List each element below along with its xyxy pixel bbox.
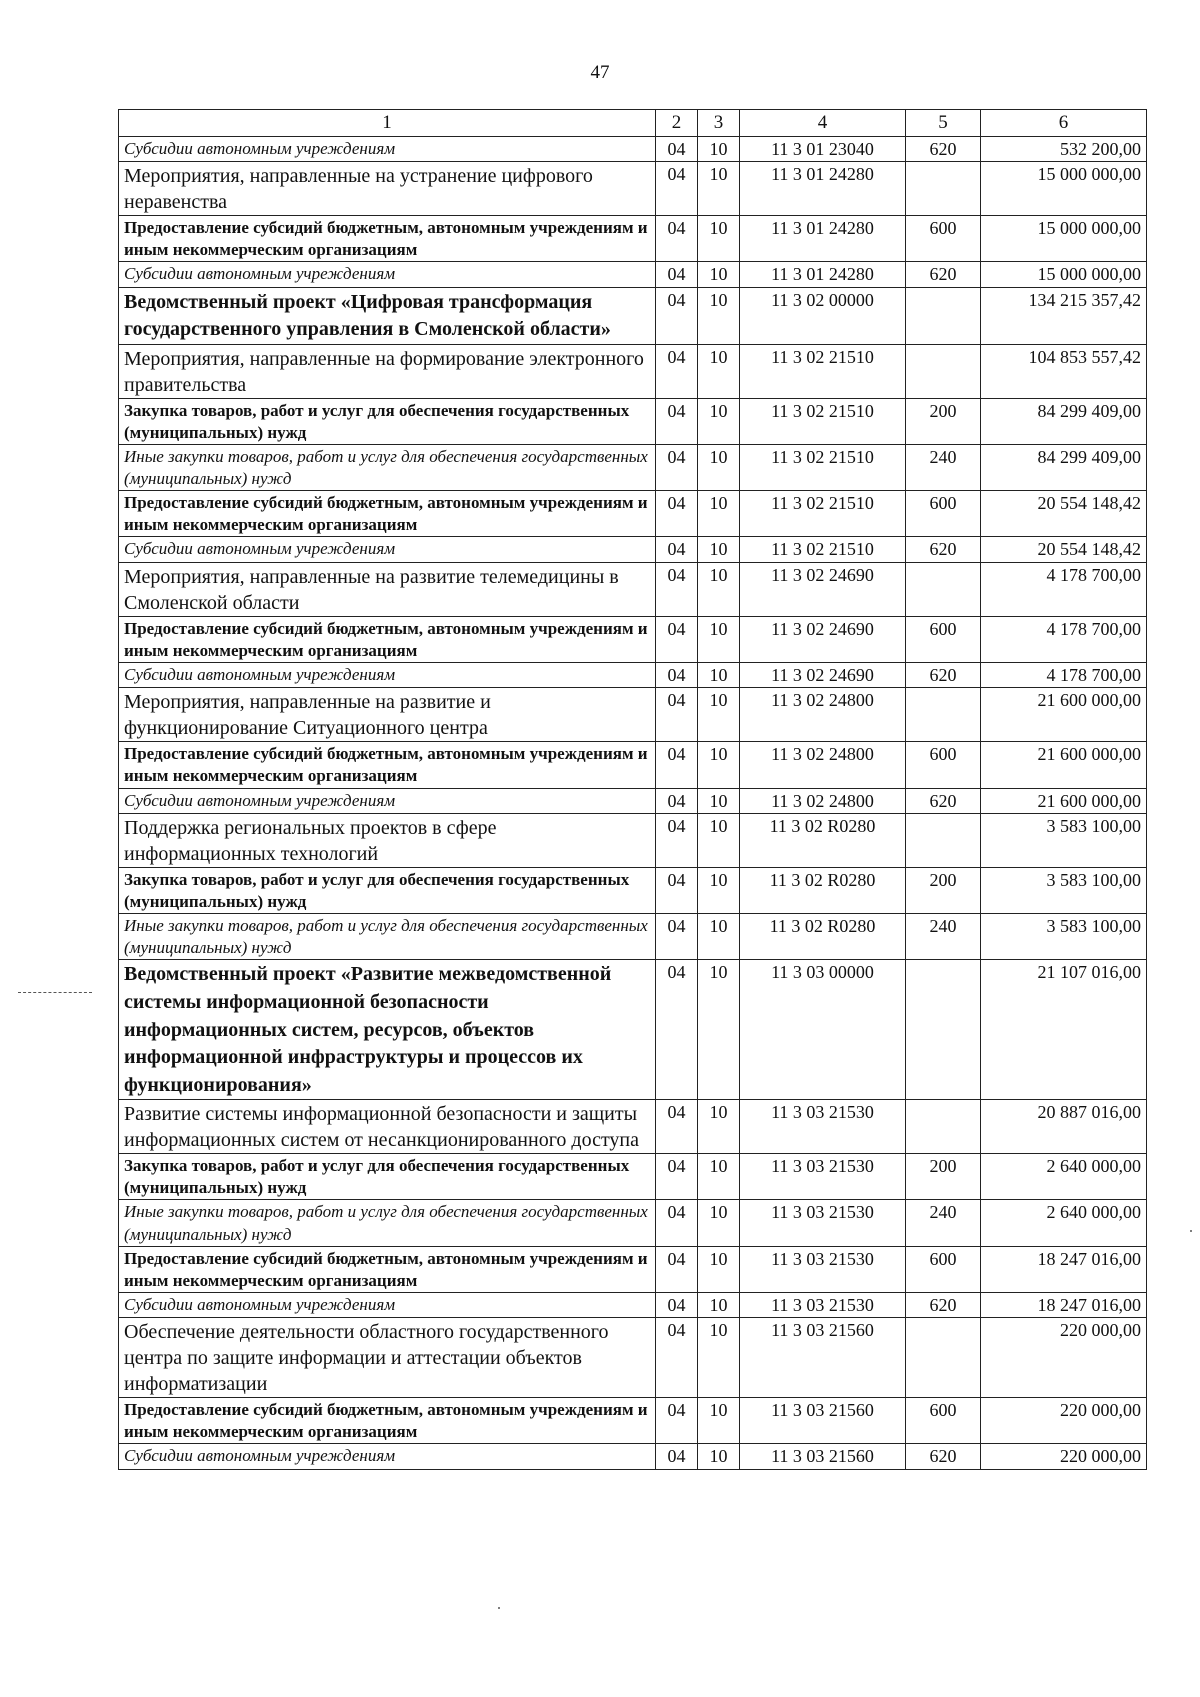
- section-cell: 04: [656, 1292, 698, 1317]
- section-cell: 04: [656, 1100, 698, 1154]
- item-name-cell: Предоставление субсидий бюджетным, автономным учреждениям и иным некоммерческим организациям: [119, 216, 656, 262]
- expense-type-cell: 600: [906, 616, 981, 662]
- section-cell: 04: [656, 1318, 698, 1398]
- item-name-cell: Мероприятия, направленные на развитие телемедицины в Смоленской области: [119, 562, 656, 616]
- expense-type-cell: 600: [906, 742, 981, 788]
- table-row: [119, 262, 1147, 287]
- expense-type-cell: 620: [906, 136, 981, 161]
- expense-type-cell: 600: [906, 216, 981, 262]
- expense-type-cell: 620: [906, 262, 981, 287]
- target-code-cell: 11 3 02 21510: [740, 491, 906, 537]
- expense-type-cell: [906, 287, 981, 344]
- target-code-cell: 11 3 03 21560: [740, 1398, 906, 1444]
- section-cell: 04: [656, 1200, 698, 1246]
- subsection-cell: 10: [698, 562, 740, 616]
- column-header: 3: [698, 110, 740, 137]
- section-cell: 04: [656, 287, 698, 344]
- section-cell: 04: [656, 162, 698, 216]
- target-code-cell: 11 3 02 24800: [740, 688, 906, 742]
- section-cell: 04: [656, 1246, 698, 1292]
- expense-type-cell: 600: [906, 1398, 981, 1444]
- item-name-cell: Ведомственный проект «Развитие межведомственной системы информационной безопасности информационных систем, ресурсов, объектов информационной инфраструктуры и процессов их функционирования»: [119, 960, 656, 1100]
- table-row: [119, 491, 1147, 537]
- subsection-cell: 10: [698, 491, 740, 537]
- table-row: [119, 216, 1147, 262]
- section-cell: 04: [656, 491, 698, 537]
- target-code-cell: 11 3 02 24800: [740, 742, 906, 788]
- table-row: [119, 1200, 1147, 1246]
- target-code-cell: 11 3 02 R0280: [740, 867, 906, 913]
- expense-type-cell: [906, 1100, 981, 1154]
- table-body: [119, 136, 1147, 1469]
- table-row: [119, 1444, 1147, 1469]
- target-code-cell: 11 3 01 24280: [740, 162, 906, 216]
- subsection-cell: 10: [698, 136, 740, 161]
- target-code-cell: 11 3 03 21530: [740, 1154, 906, 1200]
- amount-cell: 84 299 409,00: [981, 398, 1147, 444]
- expense-type-cell: 620: [906, 662, 981, 687]
- budget-table: [118, 109, 1147, 1470]
- item-name-cell: Субсидии автономным учреждениям: [119, 262, 656, 287]
- expense-type-cell: [906, 344, 981, 398]
- item-name-cell: Мероприятия, направленные на формирование электронного правительства: [119, 344, 656, 398]
- table-row: [119, 562, 1147, 616]
- expense-type-cell: [906, 1318, 981, 1398]
- target-code-cell: 11 3 03 21530: [740, 1292, 906, 1317]
- expense-type-cell: 240: [906, 445, 981, 491]
- item-name-cell: Мероприятия, направленные на устранение цифрового неравенства: [119, 162, 656, 216]
- table-row: [119, 960, 1147, 1100]
- table-row: [119, 662, 1147, 687]
- section-cell: 04: [656, 136, 698, 161]
- table-row: [119, 344, 1147, 398]
- expense-type-cell: 620: [906, 1292, 981, 1317]
- scan-artifact-dot: [498, 1607, 500, 1609]
- amount-cell: 21 600 000,00: [981, 788, 1147, 813]
- amount-cell: 532 200,00: [981, 136, 1147, 161]
- expense-type-cell: 200: [906, 398, 981, 444]
- subsection-cell: 10: [698, 1246, 740, 1292]
- target-code-cell: 11 3 02 21510: [740, 537, 906, 562]
- table-row: [119, 162, 1147, 216]
- amount-cell: 18 247 016,00: [981, 1246, 1147, 1292]
- target-code-cell: 11 3 03 21530: [740, 1100, 906, 1154]
- expense-type-cell: 620: [906, 537, 981, 562]
- expense-type-cell: 600: [906, 1246, 981, 1292]
- table-row: [119, 742, 1147, 788]
- table-row: [119, 788, 1147, 813]
- target-code-cell: 11 3 02 21510: [740, 398, 906, 444]
- amount-cell: 15 000 000,00: [981, 162, 1147, 216]
- section-cell: 04: [656, 813, 698, 867]
- table-row: [119, 616, 1147, 662]
- table-row: [119, 813, 1147, 867]
- item-name-cell: Закупка товаров, работ и услуг для обеспечения государственных (муниципальных) нужд: [119, 398, 656, 444]
- target-code-cell: 11 3 02 R0280: [740, 813, 906, 867]
- table-row: [119, 1100, 1147, 1154]
- amount-cell: 3 583 100,00: [981, 813, 1147, 867]
- section-cell: 04: [656, 742, 698, 788]
- expense-type-cell: 240: [906, 1200, 981, 1246]
- target-code-cell: 11 3 03 21530: [740, 1200, 906, 1246]
- column-header: 5: [906, 110, 981, 137]
- table-row: [119, 1292, 1147, 1317]
- table-row: [119, 1318, 1147, 1398]
- expense-type-cell: 600: [906, 491, 981, 537]
- section-cell: 04: [656, 1444, 698, 1469]
- amount-cell: 3 583 100,00: [981, 867, 1147, 913]
- amount-cell: 15 000 000,00: [981, 216, 1147, 262]
- table-row: [119, 914, 1147, 960]
- amount-cell: 2 640 000,00: [981, 1200, 1147, 1246]
- subsection-cell: 10: [698, 445, 740, 491]
- target-code-cell: 11 3 02 24690: [740, 616, 906, 662]
- item-name-cell: Ведомственный проект «Цифровая трансформация государственного управления в Смоленской области»: [119, 287, 656, 344]
- amount-cell: 3 583 100,00: [981, 914, 1147, 960]
- section-cell: 04: [656, 688, 698, 742]
- section-cell: 04: [656, 867, 698, 913]
- subsection-cell: 10: [698, 742, 740, 788]
- subsection-cell: 10: [698, 344, 740, 398]
- expense-type-cell: 200: [906, 867, 981, 913]
- item-name-cell: Иные закупки товаров, работ и услуг для обеспечения государственных (муниципальных) нужд: [119, 445, 656, 491]
- item-name-cell: Обеспечение деятельности областного государственного центра по защите информации и аттестации объектов информатизации: [119, 1318, 656, 1398]
- target-code-cell: 11 3 03 21530: [740, 1246, 906, 1292]
- amount-cell: 21 600 000,00: [981, 688, 1147, 742]
- target-code-cell: 11 3 03 00000: [740, 960, 906, 1100]
- subsection-cell: 10: [698, 1398, 740, 1444]
- item-name-cell: Мероприятия, направленные на развитие и функционирование Ситуационного центра: [119, 688, 656, 742]
- table-header-row: [119, 110, 1147, 137]
- amount-cell: 220 000,00: [981, 1318, 1147, 1398]
- subsection-cell: 10: [698, 662, 740, 687]
- amount-cell: 4 178 700,00: [981, 616, 1147, 662]
- subsection-cell: 10: [698, 398, 740, 444]
- item-name-cell: Предоставление субсидий бюджетным, автономным учреждениям и иным некоммерческим организациям: [119, 491, 656, 537]
- page-number: 47: [590, 62, 610, 83]
- amount-cell: 20 554 148,42: [981, 491, 1147, 537]
- section-cell: 04: [656, 445, 698, 491]
- subsection-cell: 10: [698, 813, 740, 867]
- section-cell: 04: [656, 562, 698, 616]
- subsection-cell: 10: [698, 1444, 740, 1469]
- section-cell: 04: [656, 1398, 698, 1444]
- subsection-cell: 10: [698, 1318, 740, 1398]
- section-cell: 04: [656, 262, 698, 287]
- amount-cell: 18 247 016,00: [981, 1292, 1147, 1317]
- item-name-cell: Закупка товаров, работ и услуг для обеспечения государственных (муниципальных) нужд: [119, 867, 656, 913]
- subsection-cell: 10: [698, 914, 740, 960]
- subsection-cell: 10: [698, 960, 740, 1100]
- section-cell: 04: [656, 616, 698, 662]
- column-header: 1: [119, 110, 656, 137]
- expense-type-cell: [906, 688, 981, 742]
- subsection-cell: 10: [698, 162, 740, 216]
- item-name-cell: Субсидии автономным учреждениям: [119, 537, 656, 562]
- amount-cell: 4 178 700,00: [981, 662, 1147, 687]
- subsection-cell: 10: [698, 1154, 740, 1200]
- subsection-cell: 10: [698, 287, 740, 344]
- column-header: 2: [656, 110, 698, 137]
- table-row: [119, 398, 1147, 444]
- expense-type-cell: 200: [906, 1154, 981, 1200]
- scan-artifact-dot: [1190, 1230, 1192, 1232]
- amount-cell: 15 000 000,00: [981, 262, 1147, 287]
- target-code-cell: 11 3 01 23040: [740, 136, 906, 161]
- expense-type-cell: [906, 562, 981, 616]
- column-header: 4: [740, 110, 906, 137]
- item-name-cell: Иные закупки товаров, работ и услуг для обеспечения государственных (муниципальных) нужд: [119, 914, 656, 960]
- item-name-cell: Предоставление субсидий бюджетным, автономным учреждениям и иным некоммерческим организациям: [119, 1398, 656, 1444]
- amount-cell: 20 554 148,42: [981, 537, 1147, 562]
- amount-cell: 220 000,00: [981, 1398, 1147, 1444]
- subsection-cell: 10: [698, 1292, 740, 1317]
- expense-type-cell: [906, 162, 981, 216]
- target-code-cell: 11 3 02 21510: [740, 445, 906, 491]
- target-code-cell: 11 3 02 00000: [740, 287, 906, 344]
- target-code-cell: 11 3 01 24280: [740, 216, 906, 262]
- subsection-cell: 10: [698, 1100, 740, 1154]
- target-code-cell: 11 3 02 24690: [740, 562, 906, 616]
- scan-artifact-mark: [18, 992, 92, 993]
- section-cell: 04: [656, 960, 698, 1100]
- target-code-cell: 11 3 02 21510: [740, 344, 906, 398]
- target-code-cell: 11 3 02 R0280: [740, 914, 906, 960]
- expense-type-cell: [906, 813, 981, 867]
- table-row: [119, 537, 1147, 562]
- section-cell: 04: [656, 914, 698, 960]
- column-header: 6: [981, 110, 1147, 137]
- amount-cell: 21 600 000,00: [981, 742, 1147, 788]
- section-cell: 04: [656, 662, 698, 687]
- section-cell: 04: [656, 537, 698, 562]
- table-row: [119, 287, 1147, 344]
- table-row: [119, 445, 1147, 491]
- item-name-cell: Субсидии автономным учреждениям: [119, 136, 656, 161]
- section-cell: 04: [656, 344, 698, 398]
- item-name-cell: Субсидии автономным учреждениям: [119, 1292, 656, 1317]
- item-name-cell: Иные закупки товаров, работ и услуг для обеспечения государственных (муниципальных) нужд: [119, 1200, 656, 1246]
- section-cell: 04: [656, 1154, 698, 1200]
- subsection-cell: 10: [698, 867, 740, 913]
- subsection-cell: 10: [698, 537, 740, 562]
- item-name-cell: Предоставление субсидий бюджетным, автономным учреждениям и иным некоммерческим организациям: [119, 1246, 656, 1292]
- table-row: [119, 867, 1147, 913]
- item-name-cell: Поддержка региональных проектов в сфере информационных технологий: [119, 813, 656, 867]
- target-code-cell: 11 3 02 24800: [740, 788, 906, 813]
- target-code-cell: 11 3 03 21560: [740, 1318, 906, 1398]
- table-row: [119, 1154, 1147, 1200]
- amount-cell: 2 640 000,00: [981, 1154, 1147, 1200]
- item-name-cell: Развитие системы информационной безопасности и защиты информационных систем от несанкционированного доступа: [119, 1100, 656, 1154]
- subsection-cell: 10: [698, 262, 740, 287]
- table-row: [119, 1246, 1147, 1292]
- target-code-cell: 11 3 03 21560: [740, 1444, 906, 1469]
- item-name-cell: Предоставление субсидий бюджетным, автономным учреждениям и иным некоммерческим организациям: [119, 742, 656, 788]
- section-cell: 04: [656, 216, 698, 262]
- amount-cell: 4 178 700,00: [981, 562, 1147, 616]
- item-name-cell: Закупка товаров, работ и услуг для обеспечения государственных (муниципальных) нужд: [119, 1154, 656, 1200]
- amount-cell: 21 107 016,00: [981, 960, 1147, 1100]
- expense-type-cell: [906, 960, 981, 1100]
- amount-cell: 220 000,00: [981, 1444, 1147, 1469]
- target-code-cell: 11 3 02 24690: [740, 662, 906, 687]
- item-name-cell: Субсидии автономным учреждениям: [119, 788, 656, 813]
- subsection-cell: 10: [698, 216, 740, 262]
- table-row: [119, 688, 1147, 742]
- subsection-cell: 10: [698, 616, 740, 662]
- subsection-cell: 10: [698, 788, 740, 813]
- section-cell: 04: [656, 398, 698, 444]
- amount-cell: 134 215 357,42: [981, 287, 1147, 344]
- item-name-cell: Субсидии автономным учреждениям: [119, 662, 656, 687]
- table-row: [119, 136, 1147, 161]
- section-cell: 04: [656, 788, 698, 813]
- expense-type-cell: 620: [906, 788, 981, 813]
- target-code-cell: 11 3 01 24280: [740, 262, 906, 287]
- expense-type-cell: 240: [906, 914, 981, 960]
- subsection-cell: 10: [698, 688, 740, 742]
- amount-cell: 20 887 016,00: [981, 1100, 1147, 1154]
- item-name-cell: Предоставление субсидий бюджетным, автономным учреждениям и иным некоммерческим организациям: [119, 616, 656, 662]
- item-name-cell: Субсидии автономным учреждениям: [119, 1444, 656, 1469]
- expense-type-cell: 620: [906, 1444, 981, 1469]
- subsection-cell: 10: [698, 1200, 740, 1246]
- amount-cell: 84 299 409,00: [981, 445, 1147, 491]
- table-row: [119, 1398, 1147, 1444]
- amount-cell: 104 853 557,42: [981, 344, 1147, 398]
